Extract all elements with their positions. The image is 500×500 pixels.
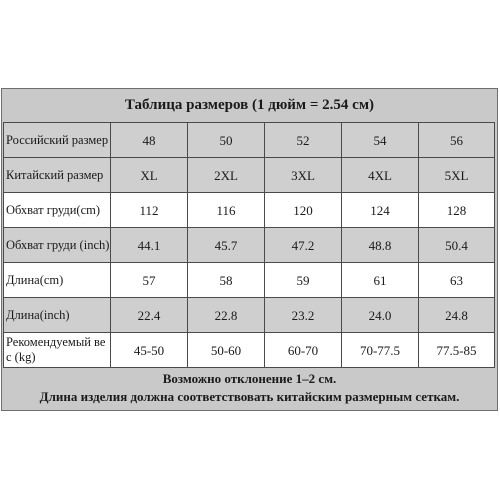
table-cell: 77.5-85 — [419, 333, 495, 368]
table-cell: 22.8 — [188, 298, 265, 333]
table-cell: 24.0 — [342, 298, 419, 333]
row-label: Китайский размер — [4, 158, 111, 193]
table-cell: 4XL — [342, 158, 419, 193]
table-cell: 63 — [419, 263, 495, 298]
table-cell: 3XL — [265, 158, 342, 193]
table-cell: 116 — [188, 193, 265, 228]
table-cell: 52 — [265, 123, 342, 158]
table-row-chinese-size — [4, 158, 495, 193]
table-cell: 70-77.5 — [342, 333, 419, 368]
table-row-russian-size — [4, 123, 495, 158]
table-cell: 54 — [342, 123, 419, 158]
table-cell: 124 — [342, 193, 419, 228]
table-cell: 2XL — [188, 158, 265, 193]
table-cell: 23.2 — [265, 298, 342, 333]
row-label: Длина(inch) — [4, 298, 111, 333]
size-chart-footer — [2, 365, 497, 410]
row-label: Российский размер — [4, 123, 111, 158]
row-label: Обхват груди (inch) — [4, 228, 111, 263]
table-cell: 48.8 — [342, 228, 419, 263]
table-cell: 50 — [188, 123, 265, 158]
table-row-chest-inch — [4, 228, 495, 263]
row-label: Длина(cm) — [4, 263, 111, 298]
table-row-recommended-weight — [4, 333, 495, 368]
table-cell: 59 — [265, 263, 342, 298]
table-row-length-cm — [4, 263, 495, 298]
table-cell: 61 — [342, 263, 419, 298]
table-cell: 58 — [188, 263, 265, 298]
table-cell: 112 — [111, 193, 188, 228]
table-cell: 57 — [111, 263, 188, 298]
size-table — [3, 122, 495, 368]
table-cell: 120 — [265, 193, 342, 228]
table-cell: 48 — [111, 123, 188, 158]
table-cell: 5XL — [419, 158, 495, 193]
table-cell: 50-60 — [188, 333, 265, 368]
table-cell: 60-70 — [265, 333, 342, 368]
table-cell: 45-50 — [111, 333, 188, 368]
length-note: Длина изделия должна соответствовать китайским размерным сеткам. — [39, 388, 460, 404]
table-row-chest-cm — [4, 193, 495, 228]
row-label: Рекомендуемый вес (kg) — [4, 333, 111, 368]
table-cell: 24.8 — [419, 298, 495, 333]
table-cell: 44.1 — [111, 228, 188, 263]
table-cell: 22.4 — [111, 298, 188, 333]
table-cell: 50.4 — [419, 228, 495, 263]
table-row-length-inch — [4, 298, 495, 333]
table-cell: XL — [111, 158, 188, 193]
deviation-note: Возможно отклонение 1–2 см. — [162, 370, 337, 386]
table-cell: 128 — [419, 193, 495, 228]
row-label: Обхват груди(cm) — [4, 193, 111, 228]
size-chart — [1, 88, 498, 411]
size-chart-title: Таблица размеров (1 дюйм = 2.54 см) — [124, 97, 375, 113]
table-cell: 47.2 — [265, 228, 342, 263]
table-cell: 45.7 — [188, 228, 265, 263]
table-cell: 56 — [419, 123, 495, 158]
